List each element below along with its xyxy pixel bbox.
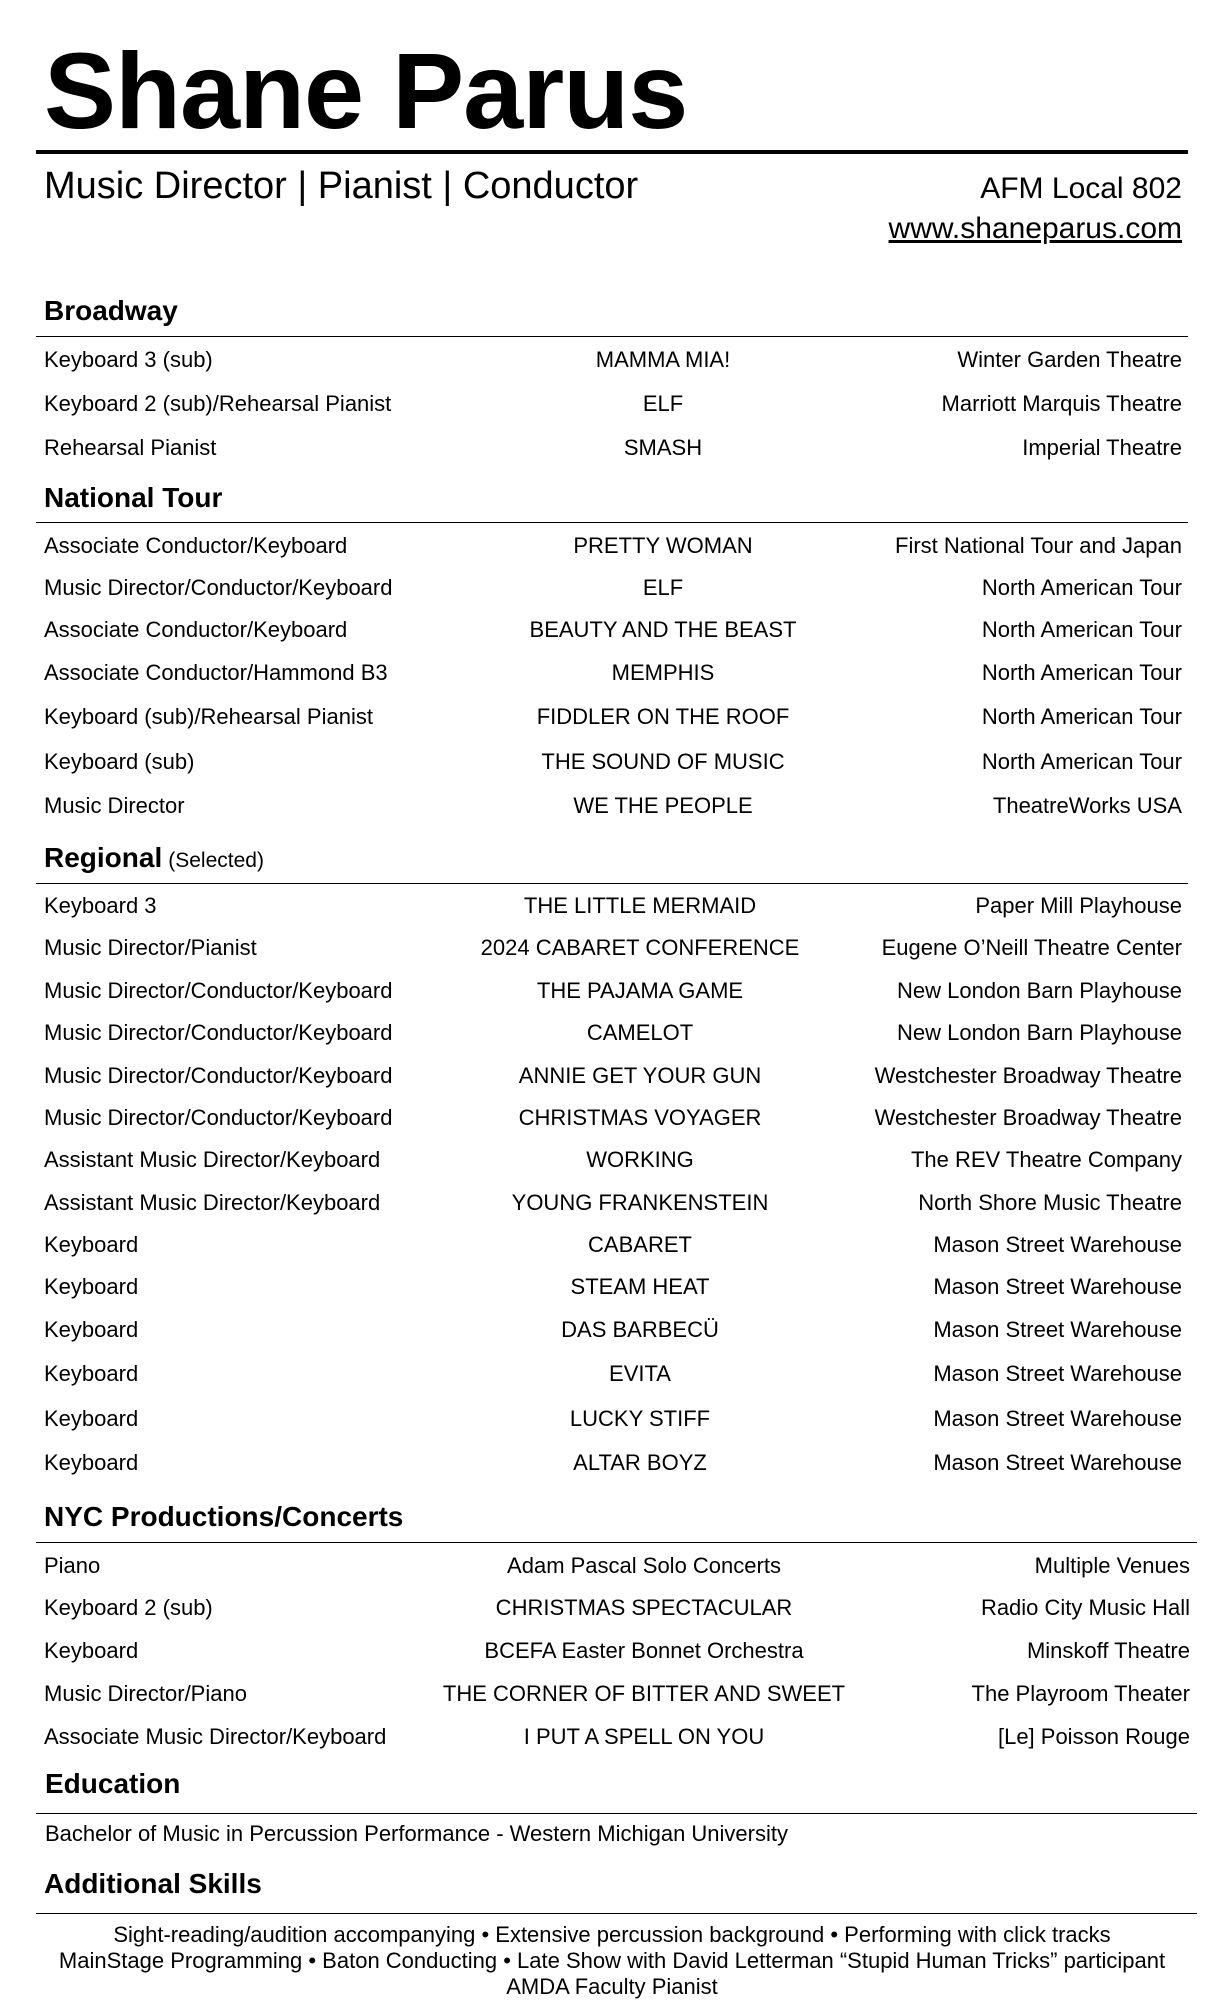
credit-row [44, 1017, 1182, 1049]
credit-show: EVITA [609, 1361, 671, 1386]
credit-venue: Westchester Broadway Theatre [874, 1105, 1182, 1130]
credit-row [44, 530, 1182, 562]
section-divider [36, 1813, 1197, 1814]
professional-title: Music Director | Pianist | Conductor [44, 165, 639, 207]
credit-role: Music Director/Piano [44, 1681, 247, 1706]
credit-venue: New London Barn Playhouse [897, 1020, 1182, 1045]
credit-venue: North American Tour [981, 617, 1182, 642]
credit-venue: Mason Street Warehouse [933, 1406, 1182, 1431]
credit-show: DAS BARBECÜ [561, 1317, 719, 1342]
credit-show: CHRISTMAS VOYAGER [518, 1105, 762, 1130]
credit-show: CHRISTMAS SPECTACULAR [495, 1595, 793, 1620]
credit-role: Keyboard 3 [44, 893, 157, 918]
credit-venue: Westchester Broadway Theatre [874, 1063, 1182, 1088]
section-title-regional [44, 841, 264, 878]
section-title-education: Education [45, 1768, 181, 1799]
credit-venue: [Le] Poisson Rouge [997, 1724, 1190, 1749]
skills-line: AMDA Faculty Pianist [506, 1974, 718, 1999]
credit-show: BCEFA Easter Bonnet Orchestra [484, 1638, 804, 1663]
section-divider [36, 522, 1188, 523]
credit-row [44, 1592, 1190, 1624]
credit-show: WE THE PEOPLE [573, 793, 753, 818]
credit-role: Keyboard [44, 1232, 139, 1257]
credit-venue: TheatreWorks USA [992, 793, 1182, 818]
candidate-name: Shane Parus [44, 30, 688, 151]
credit-role: Keyboard [44, 1317, 139, 1342]
credit-venue: Winter Garden Theatre [957, 347, 1182, 372]
section-title-text: Regional [44, 842, 163, 873]
skills-line: Sight-reading/audition accompanying • Extensive percussion background • Performing with click tracks [113, 1922, 1111, 1947]
section-title-note: (Selected) [168, 849, 264, 872]
credit-show: MEMPHIS [611, 660, 715, 685]
credit-show: YOUNG FRANKENSTEIN [511, 1190, 769, 1215]
credit-show: CABARET [588, 1232, 692, 1257]
credit-row [44, 1060, 1182, 1092]
credit-role: Assistant Music Director/Keyboard [44, 1147, 381, 1172]
credit-show: THE CORNER OF BITTER AND SWEET [442, 1681, 846, 1706]
credit-venue: Mason Street Warehouse [933, 1232, 1182, 1257]
credit-show: THE PAJAMA GAME [536, 978, 744, 1003]
credit-role: Keyboard [44, 1450, 139, 1475]
credit-venue: Imperial Theatre [1022, 435, 1182, 460]
credit-venue: Paper Mill Playhouse [975, 893, 1182, 918]
credit-role: Keyboard [44, 1361, 139, 1386]
credit-venue: North American Tour [981, 704, 1182, 729]
credit-role: Music Director [44, 793, 185, 818]
credit-show: STEAM HEAT [570, 1274, 710, 1299]
credit-role: Music Director/Conductor/Keyboard [44, 575, 393, 600]
credit-venue: North American Tour [981, 575, 1182, 600]
credit-venue: Radio City Music Hall [980, 1595, 1190, 1620]
credit-row [44, 1447, 1182, 1479]
section-title-additional-skills: Additional Skills [44, 1868, 262, 1899]
credit-show: Adam Pascal Solo Concerts [507, 1553, 781, 1578]
credit-role: Music Director/Pianist [44, 935, 257, 960]
credit-show: BEAUTY AND THE BEAST [529, 617, 797, 642]
credit-role: Keyboard [44, 1638, 139, 1663]
credit-role: Music Director/Conductor/Keyboard [44, 1020, 393, 1045]
section-divider [36, 1542, 1197, 1543]
credit-show: MAMMA MIA! [595, 347, 731, 372]
credit-venue: The Playroom Theater [971, 1681, 1190, 1706]
credit-row [44, 614, 1182, 646]
credit-show: FIDDLER ON THE ROOF [536, 704, 790, 729]
section-title-nyc-productions: NYC Productions/Concerts [44, 1501, 404, 1532]
credit-venue: Mason Street Warehouse [933, 1317, 1182, 1342]
credit-show: THE SOUND OF MUSIC [541, 749, 785, 774]
credit-venue: North Shore Music Theatre [918, 1190, 1182, 1215]
credit-role: Associate Conductor/Keyboard [44, 533, 348, 558]
credit-show: 2024 CABARET CONFERENCE [480, 935, 800, 960]
credit-role: Keyboard 3 (sub) [44, 347, 213, 372]
credit-row [44, 572, 1182, 604]
credit-row [44, 975, 1182, 1007]
credit-role: Piano [44, 1553, 101, 1578]
credit-row [44, 701, 1182, 733]
credit-show: ELF [642, 391, 684, 416]
skills-line: MainStage Programming • Baton Conducting • Late Show with David Letterman “Stupid Human Tricks” participant [58, 1948, 1166, 1973]
credit-role: Music Director/Conductor/Keyboard [44, 1105, 393, 1130]
credit-row [44, 657, 1182, 689]
credit-venue: Mason Street Warehouse [933, 1274, 1182, 1299]
section-title-national-tour: National Tour [44, 482, 223, 513]
credit-row [44, 1271, 1182, 1303]
credit-row [44, 432, 1182, 464]
credit-row [44, 1314, 1182, 1346]
credit-show: ALTAR BOYZ [573, 1450, 707, 1475]
education-degree: Bachelor of Music in Percussion Performance - Western Michigan University [45, 1821, 788, 1846]
credit-venue: New London Barn Playhouse [897, 978, 1182, 1003]
credit-show: ANNIE GET YOUR GUN [518, 1063, 762, 1088]
credit-row [44, 1721, 1190, 1753]
credit-show: CAMELOT [586, 1020, 694, 1045]
credit-show: THE LITTLE MERMAID [523, 893, 757, 918]
credit-show: LUCKY STIFF [569, 1406, 711, 1431]
credit-venue: The REV Theatre Company [910, 1147, 1182, 1172]
credit-row [44, 932, 1182, 964]
credit-venue: Eugene O’Neill Theatre Center [881, 935, 1182, 960]
credit-role: Keyboard 2 (sub) [44, 1595, 213, 1620]
credit-show: SMASH [623, 435, 703, 460]
website-link[interactable]: www.shaneparus.com [888, 212, 1182, 245]
section-title-broadway: Broadway [44, 295, 178, 326]
credit-role: Associate Conductor/Hammond B3 [44, 660, 388, 685]
credit-role: Music Director/Conductor/Keyboard [44, 1063, 393, 1088]
credit-row [44, 1102, 1182, 1134]
credit-role: Associate Music Director/Keyboard [44, 1724, 387, 1749]
credit-show: I PUT A SPELL ON YOU [523, 1724, 765, 1749]
credit-row [44, 790, 1182, 822]
credit-row [44, 1229, 1182, 1261]
credit-show: WORKING [586, 1147, 694, 1172]
credit-role: Keyboard 2 (sub)/Rehearsal Pianist [44, 391, 392, 416]
credit-row [44, 1635, 1190, 1667]
credit-row [44, 344, 1182, 376]
credit-venue: Mason Street Warehouse [933, 1450, 1182, 1475]
section-divider [36, 336, 1188, 337]
credit-row [44, 388, 1182, 420]
credit-row [44, 890, 1182, 922]
credit-venue: First National Tour and Japan [895, 533, 1182, 558]
credit-row [44, 1358, 1182, 1390]
credit-row [44, 1678, 1190, 1710]
credit-role: Rehearsal Pianist [44, 435, 217, 460]
credit-role: Keyboard (sub)/Rehearsal Pianist [44, 704, 373, 729]
credit-show: PRETTY WOMAN [573, 533, 753, 558]
credit-role: Music Director/Conductor/Keyboard [44, 978, 393, 1003]
credit-venue: Mason Street Warehouse [933, 1361, 1182, 1386]
credit-role: Keyboard [44, 1406, 139, 1431]
header-divider [36, 150, 1188, 154]
credit-venue: Minskoff Theatre [1026, 1638, 1190, 1663]
credit-role: Keyboard (sub) [44, 749, 195, 774]
credit-row [44, 1144, 1182, 1176]
credit-venue: Multiple Venues [1034, 1553, 1190, 1578]
section-divider [36, 1913, 1197, 1914]
credit-role: Assistant Music Director/Keyboard [44, 1190, 381, 1215]
credit-show: ELF [642, 575, 684, 600]
credit-row [44, 746, 1182, 778]
credit-role: Associate Conductor/Keyboard [44, 617, 348, 642]
section-divider [36, 883, 1188, 884]
credit-venue: North American Tour [981, 660, 1182, 685]
credit-row [44, 1550, 1190, 1582]
credit-role: Keyboard [44, 1274, 139, 1299]
credit-row [44, 1187, 1182, 1219]
skills-list [36, 1922, 1188, 2000]
credit-row [44, 1403, 1182, 1435]
credit-venue: Marriott Marquis Theatre [941, 391, 1182, 416]
union-affiliation: AFM Local 802 [980, 172, 1182, 205]
credit-venue: North American Tour [981, 749, 1182, 774]
